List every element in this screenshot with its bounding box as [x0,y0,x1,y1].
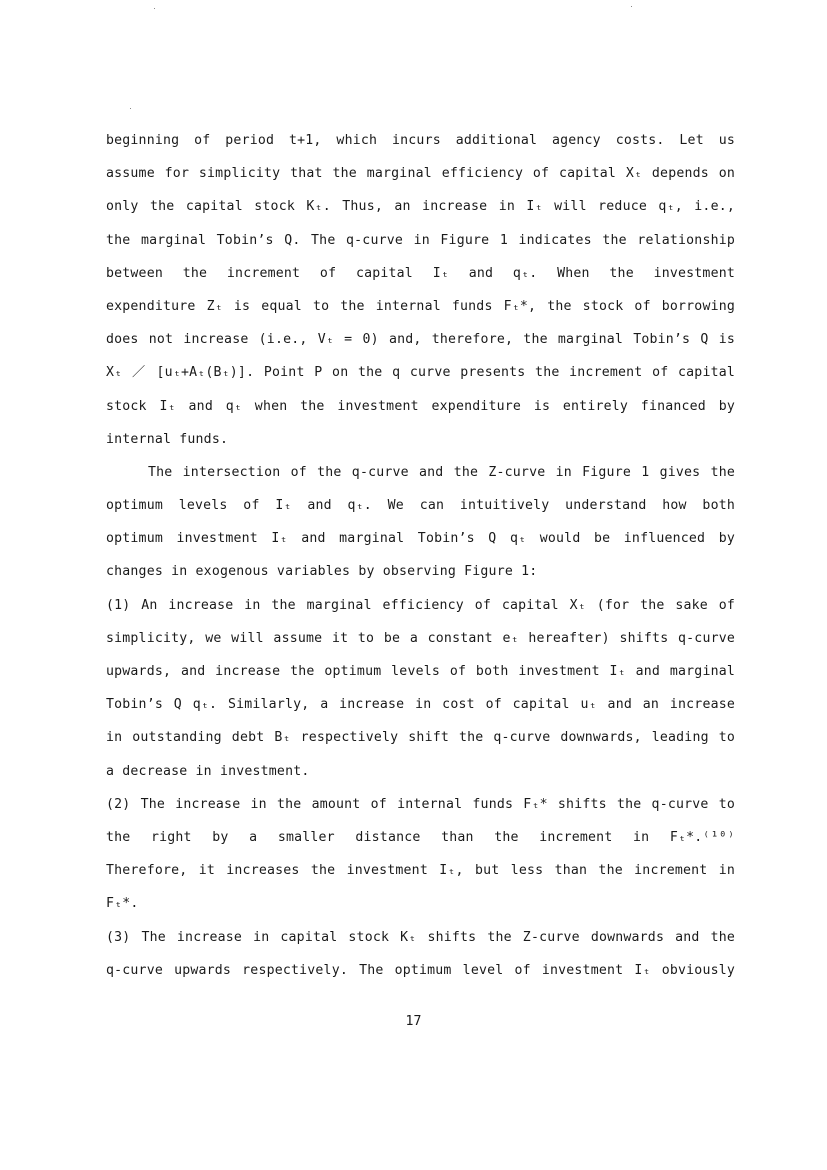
text-line: optimum levels of Iₜ and qₜ. We can intuitively understand how both [106,498,735,514]
text-line: upwards, and increase the optimum levels of both investment Iₜ and marginal [106,664,735,679]
page-number: 17 [405,1014,422,1029]
text-line: only the capital stock Kₜ. Thus, an increase in Iₜ will reduce qₜ, i.e., [106,199,735,215]
text-line: does not increase (i.e., Vₜ = 0) and, therefore, the marginal Tobin’s Q is [106,332,735,348]
text-line: Therefore, it increases the investment Iₜ, but less than the increment in [106,863,735,879]
text-line: The intersection of the q-curve and the Z-curve in Figure 1 gives the [148,464,735,480]
text-line: (1) An increase in the marginal efficiency of capital Xₜ (for the sake of [106,597,735,613]
text-line: internal funds. [106,431,229,447]
text-line: the marginal Tobin’s Q. The q-curve in Figure 1 indicates the relationship [106,232,735,248]
text-line: in outstanding debt Bₜ respectively shift the q-curve downwards, leading to [106,730,735,746]
text-line: optimum investment Iₜ and marginal Tobin’s Q qₜ would be influenced by [106,531,735,547]
text-line: between the increment of capital Iₜ and qₜ. When the investment [106,265,735,281]
text-line: q-curve upwards respectively. The optimum level of investment Iₜ obviously [106,962,735,978]
scan-speck [130,108,131,109]
text-line: (3) The increase in capital stock Kₜ shifts the Z-curve downwards and the [106,929,735,945]
text-line: the right by a smaller distance than the increment in Fₜ*.⁽¹⁰⁾ [106,829,735,845]
text-line: stock Iₜ and qₜ when the investment expenditure is entirely financed by [106,398,735,414]
text-line: beginning of period t+1, which incurs additional agency costs. Let us [106,133,735,148]
scan-speck [154,8,155,9]
text-line: a decrease in investment. [106,763,310,779]
document-body [106,124,735,987]
text-line: simplicity, we will assume it to be a constant eₜ hereafter) shifts q-curve [106,630,735,646]
text-line: expenditure Zₜ is equal to the internal funds Fₜ*, the stock of borrowing [106,298,735,314]
text-line: changes in exogenous variables by observing Figure 1: [106,564,538,580]
text-line: Xₜ ／ [uₜ+Aₜ(Bₜ)]. Point P on the q curve presents the increment of capital [106,365,735,381]
text-line: Tobin’s Q qₜ. Similarly, a increase in cost of capital uₜ and an increase [106,697,735,713]
text-line: Fₜ*. [106,896,139,912]
scan-speck [631,6,632,7]
text-line: assume for simplicity that the marginal efficiency of capital Xₜ depends on [106,166,735,182]
text-line: (2) The increase in the amount of internal funds Fₜ* shifts the q-curve to [106,796,735,812]
